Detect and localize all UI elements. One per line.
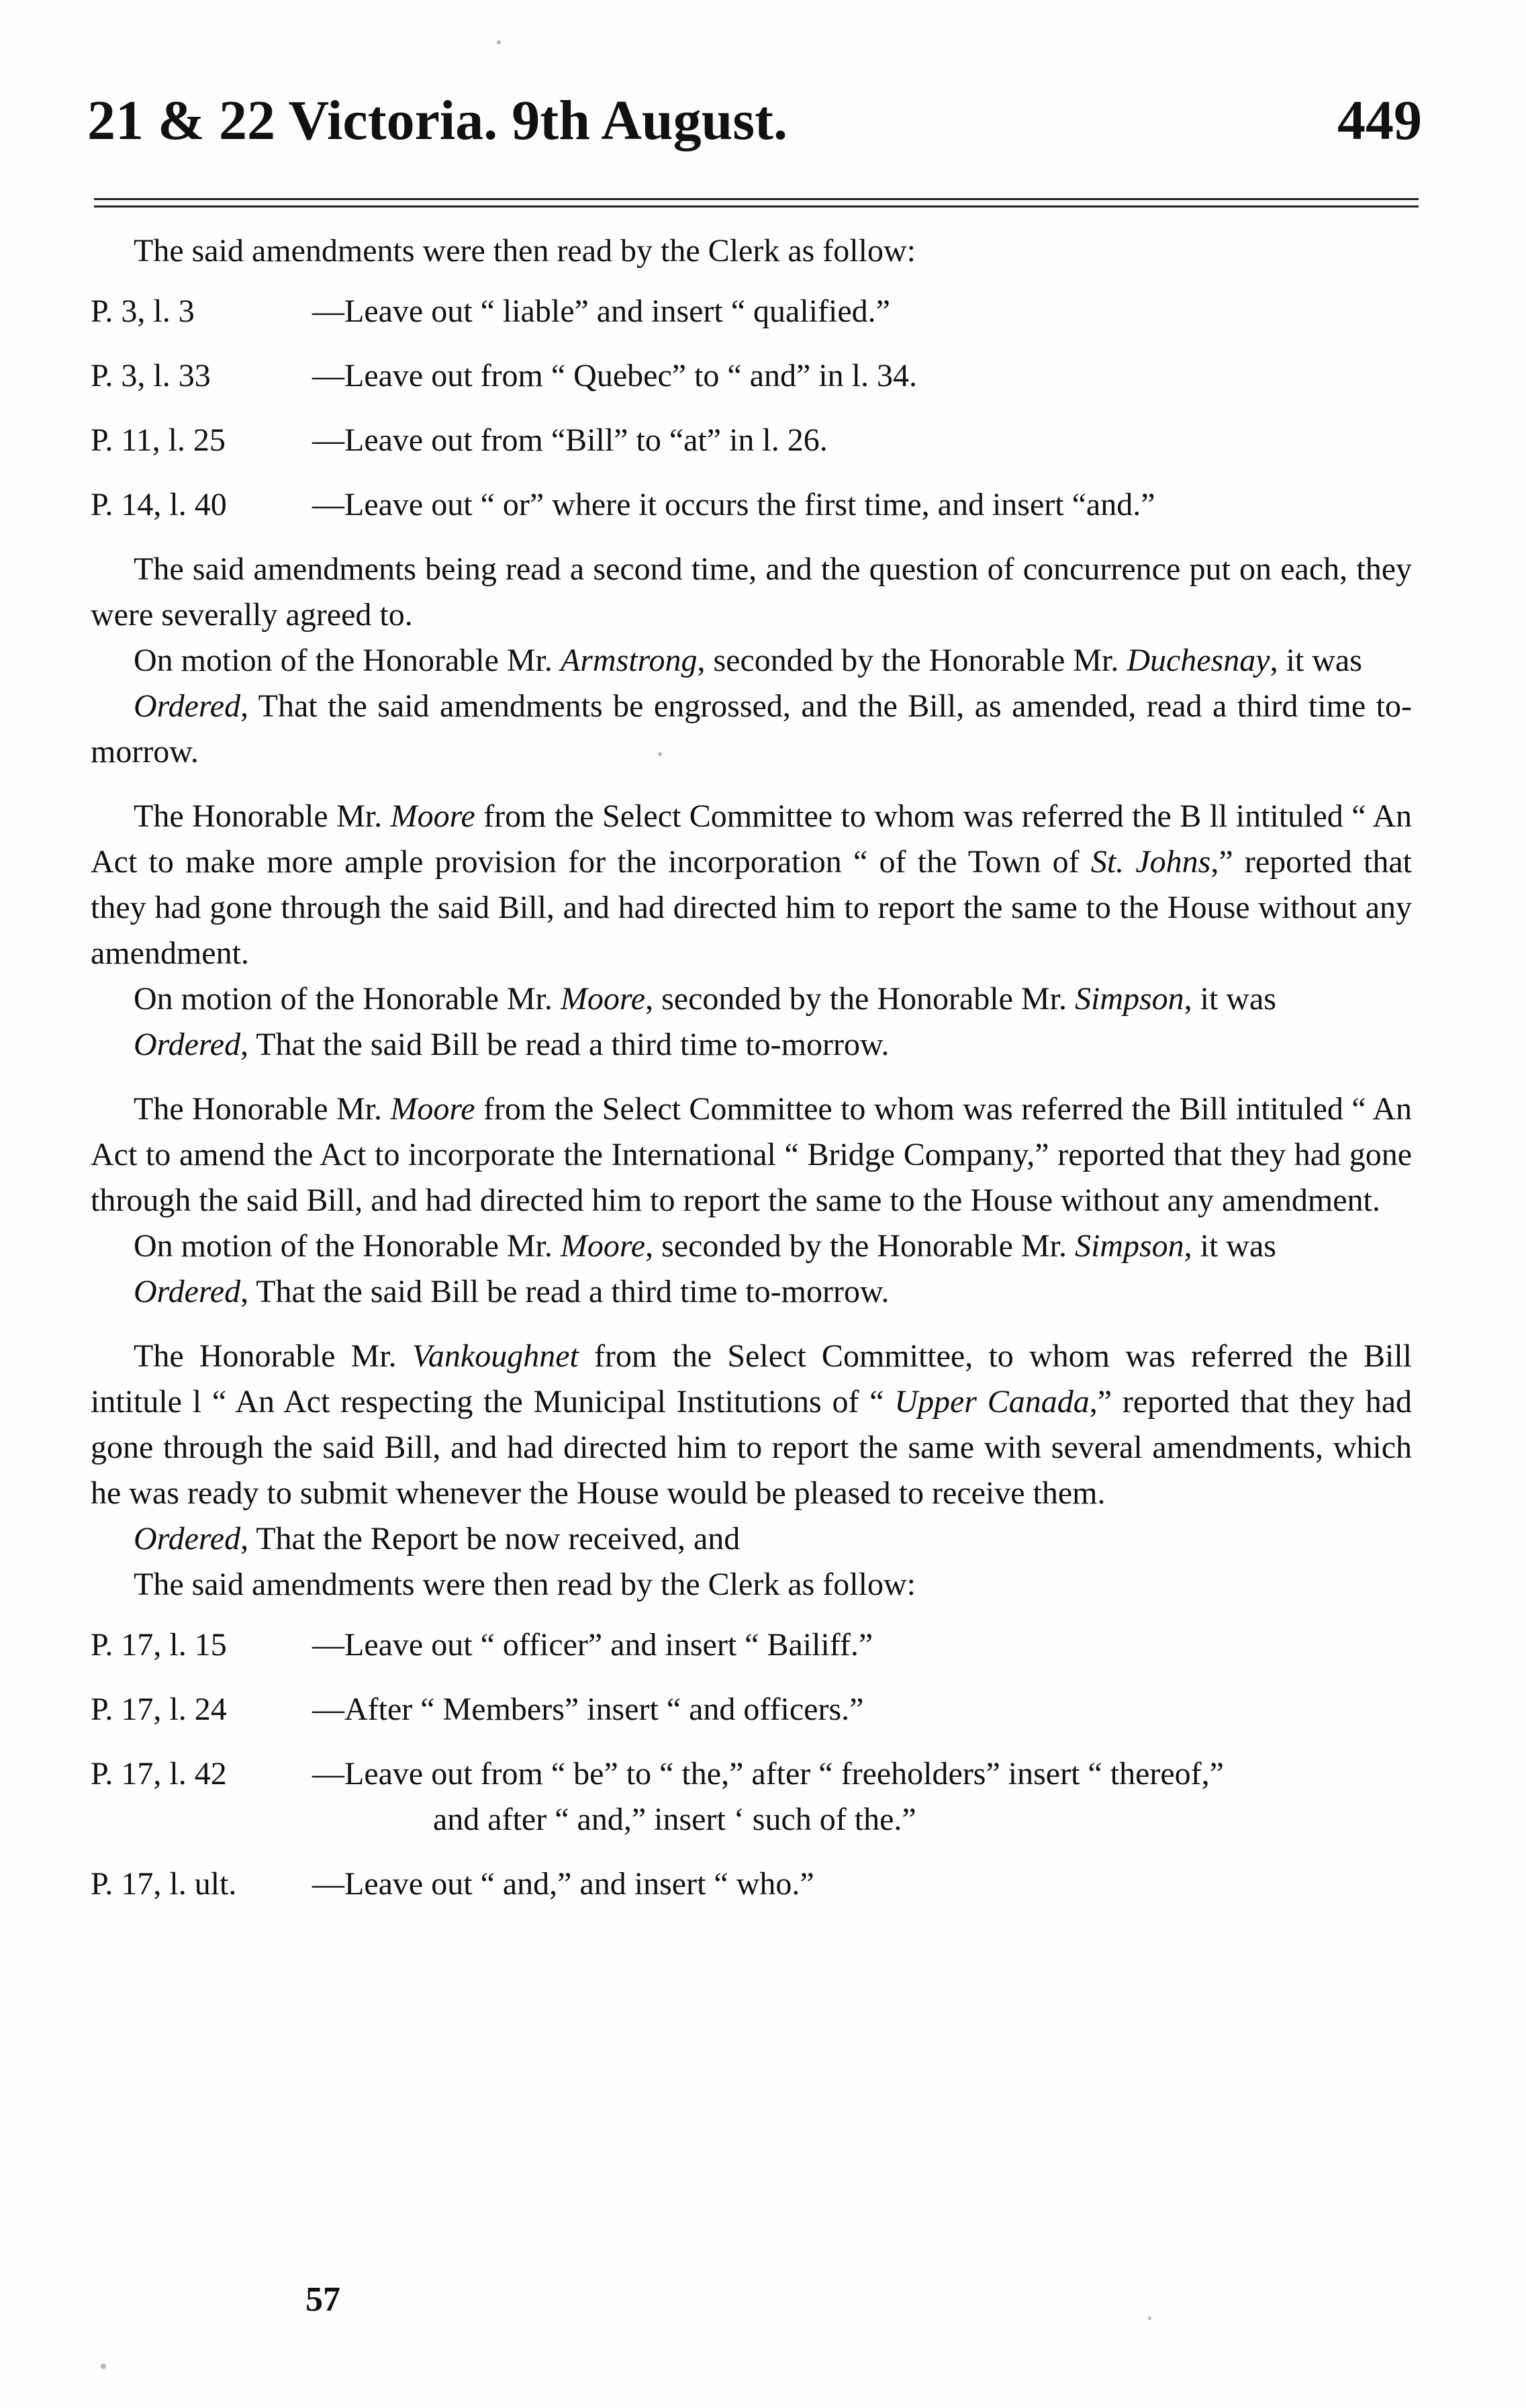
page-header — [87, 84, 1422, 158]
amendments-intro: The said amendments were then read by the Clerk as follow: — [134, 1567, 916, 1602]
concurrence-paragraph: The said amendments being read a second time, and the question of concurrence put on each, they were severally agreed to. — [91, 551, 1412, 633]
committee-report-paragraph: The Honorable Mr. Moore from the Select Committee to whom was referred the B ll intituled “ An Act to make more ample provision for the incorporation “ of the Town of St. Johns,” reported that they had gone through the said Bill, and had directed him to report the same to the House without any amendment. — [91, 798, 1413, 971]
running-title: 21 & 22 Victoria. 9th August. — [87, 89, 788, 152]
ordered-paragraph: Ordered, That the said amendments be engrossed, and the Bill, as amended, read a third time to-morrow. — [91, 688, 1412, 770]
amendment-item — [91, 1687, 1412, 1732]
amendment-ref: P. 3, l. 33 — [91, 358, 211, 393]
member-name: Simpson — [1074, 981, 1184, 1017]
place-name: St. Johns — [1090, 844, 1211, 880]
amendment-ref: P. 14, l. 40 — [91, 487, 227, 522]
ordered-label: Ordered — [134, 1027, 241, 1062]
place-name: Upper Canada — [894, 1384, 1090, 1420]
signature-mark: 57 — [305, 2280, 340, 2319]
amendment-ref: P. 17, l. ult. — [91, 1866, 237, 1902]
amendments-intro: The said amendments were then read by the Clerk as follow: — [134, 233, 916, 269]
amendment-item — [91, 1751, 1412, 1797]
amendment-text: —Leave out from “Bill” to “at” in l. 26. — [312, 422, 828, 458]
committee-report-paragraph: The Honorable Mr. Vankoughnet from the Select Committee, to whom was referred the Bill intitule l “ An Act respecting the Municipal Institutions of “ Upper Canada,” reported that they had gone through the said Bill, and had directed him to report the same with several amendments, which he was ready to submit whenever the House would be pleased to receive them. — [91, 1338, 1413, 1511]
ordered-label: Ordered — [134, 1274, 241, 1309]
ordered-label: Ordered — [134, 688, 241, 724]
amendments-list-2 — [91, 1622, 1412, 1907]
amendment-ref: P. 3, l. 3 — [91, 293, 195, 329]
amendment-text: —Leave out “ liable” and insert “ qualified.” — [312, 293, 890, 329]
member-name: Moore — [390, 1091, 475, 1127]
ordered-paragraph: Ordered, That the said Bill be read a third time to-morrow. — [134, 1027, 890, 1062]
ordered-paragraph: Ordered, That the said Bill be read a third time to-morrow. — [134, 1274, 890, 1309]
print-speck — [101, 2364, 106, 2369]
page-number: 449 — [1337, 89, 1422, 152]
amendment-text: —Leave out “ officer” and insert “ Bailiff.” — [312, 1627, 873, 1663]
print-speck — [497, 40, 501, 44]
member-name: Duchesnay — [1127, 643, 1270, 678]
header-rule-bottom — [94, 205, 1419, 207]
ordered-label: Ordered — [134, 1521, 241, 1557]
print-speck — [1148, 2317, 1151, 2320]
amendment-text: —Leave out “ and,” and insert “ who.” — [312, 1866, 814, 1902]
member-name: Vankoughnet — [412, 1338, 579, 1374]
member-name: Moore — [390, 798, 475, 834]
amendment-text: —Leave out “ or” where it occurs the first time, and insert “and.” — [312, 487, 1155, 522]
amendment-continuation: and after “ and,” insert ‘ such of the.” — [433, 1802, 916, 1837]
amendments-list-1 — [91, 289, 1412, 528]
print-speck — [658, 752, 662, 756]
journal-body — [91, 228, 1412, 1907]
print-speck — [692, 141, 695, 144]
motion-paragraph: On motion of the Honorable Mr. Armstrong, seconded by the Honorable Mr. Duchesnay, it was — [134, 643, 1362, 678]
member-name: Moore — [560, 981, 646, 1017]
amendment-text: —Leave out from “ be” to “ the,” after “ freeholders” insert “ thereof,” — [312, 1756, 1224, 1792]
amendment-ref: P. 17, l. 24 — [91, 1692, 227, 1727]
amendment-item — [91, 1861, 1412, 1907]
amendment-item — [91, 289, 1412, 334]
header-rule-top — [94, 198, 1419, 200]
motion-paragraph: On motion of the Honorable Mr. Moore, seconded by the Honorable Mr. Simpson, it was — [134, 981, 1276, 1017]
amendment-ref: P. 17, l. 15 — [91, 1627, 227, 1663]
amendment-item — [91, 482, 1412, 528]
amendment-item — [91, 353, 1412, 399]
member-name: Simpson — [1074, 1228, 1184, 1264]
amendment-text: —Leave out from “ Quebec” to “ and” in l. 34. — [312, 358, 917, 393]
amendment-item — [91, 1622, 1412, 1668]
committee-report-paragraph: The Honorable Mr. Moore from the Select Committee to whom was referred the Bill intituled “ An Act to amend the Act to incorporate the International “ Bridge Company,” reported that they had gone through the said Bill, and had directed him to report the same to the House without any amendment. — [91, 1091, 1412, 1218]
amendment-item — [91, 418, 1412, 463]
motion-paragraph: On motion of the Honorable Mr. Moore, seconded by the Honorable Mr. Simpson, it was — [134, 1228, 1276, 1264]
member-name: Moore — [560, 1228, 646, 1264]
ordered-paragraph: Ordered, That the Report be now received, and — [134, 1521, 741, 1557]
amendment-text: —After “ Members” insert “ and officers.” — [312, 1692, 864, 1727]
amendment-ref: P. 17, l. 42 — [91, 1756, 227, 1792]
amendment-ref: P. 11, l. 25 — [91, 422, 226, 458]
member-name: Armstrong — [560, 643, 698, 678]
